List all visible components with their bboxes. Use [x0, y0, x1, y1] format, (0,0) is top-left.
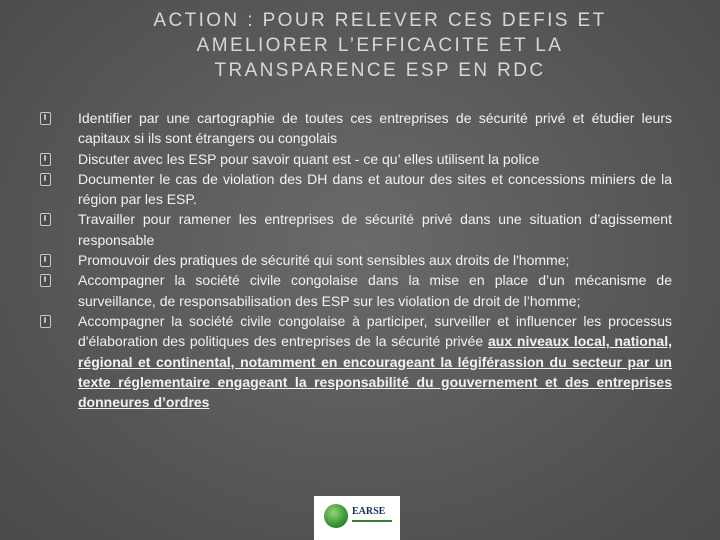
list-item-text: Travailler pour ramener les entreprises de sécurité privé dans une situation d’agissement responsable — [78, 211, 672, 248]
list-item — [40, 108, 672, 149]
list-item-text: Identifier par une cartographie de toutes ces entreprises de sécurité privé et étudier leurs capitaux si ils sont étrangers ou congolais — [78, 110, 672, 147]
list-item — [40, 209, 672, 250]
bullet-icon — [40, 112, 51, 125]
organization-logo — [314, 496, 400, 540]
list-item-text: Accompagner la société civile congolaise dans la mise en place d’un mécanisme de surveillance, de responsabilisation des ESP sur les violation de droit de l’homme; — [78, 272, 672, 309]
list-item-text: Documenter le cas de violation des DH dans et autour des sites et concessions miniers de la région par les ESP. — [78, 170, 672, 208]
list-item-text: Accompagner la société civile congolaise à participer, surveiller et influencer les processus d'élaboration des politiques des entreprises de la sécurité privée — [78, 312, 672, 350]
bullet-icon — [40, 274, 51, 287]
bullet-icon — [40, 254, 51, 267]
list-item-emphasis: aux niveaux local, national, régional et continental, notamment en encourageant la légiférassion du secteur par un texte réglementaire engageant la responsabilité du gouvernement et des entreprises donneures d’ordres — [78, 333, 672, 411]
bullet-icon — [40, 213, 51, 226]
title-line-1: ACTION : POUR RELEVER CES DEFIS ET — [153, 10, 607, 31]
bullet-list — [40, 108, 672, 412]
bullet-icon — [40, 153, 51, 166]
list-item-text: Promouvoir des pratiques de sécurité qui sont sensibles aux droits de l'homme; — [78, 252, 570, 269]
bullet-icon — [40, 315, 51, 328]
list-item — [40, 169, 672, 210]
list-item — [40, 270, 672, 311]
list-item — [40, 149, 672, 169]
title-line-2: AMELIORER L’EFFICACITE ET LA — [196, 35, 564, 56]
bullet-icon — [40, 173, 51, 186]
logo-rule — [352, 520, 392, 522]
title-line-3: TRANSPARENCE ESP EN RDC — [214, 60, 546, 81]
logo-text: EARSE — [352, 506, 386, 517]
globe-icon — [324, 504, 348, 528]
list-item — [40, 311, 672, 412]
list-item-text: Discuter avec les ESP pour savoir quant est - ce qu’ elles utilisent la police — [78, 150, 540, 167]
list-item — [40, 250, 672, 270]
slide-title — [100, 8, 660, 83]
